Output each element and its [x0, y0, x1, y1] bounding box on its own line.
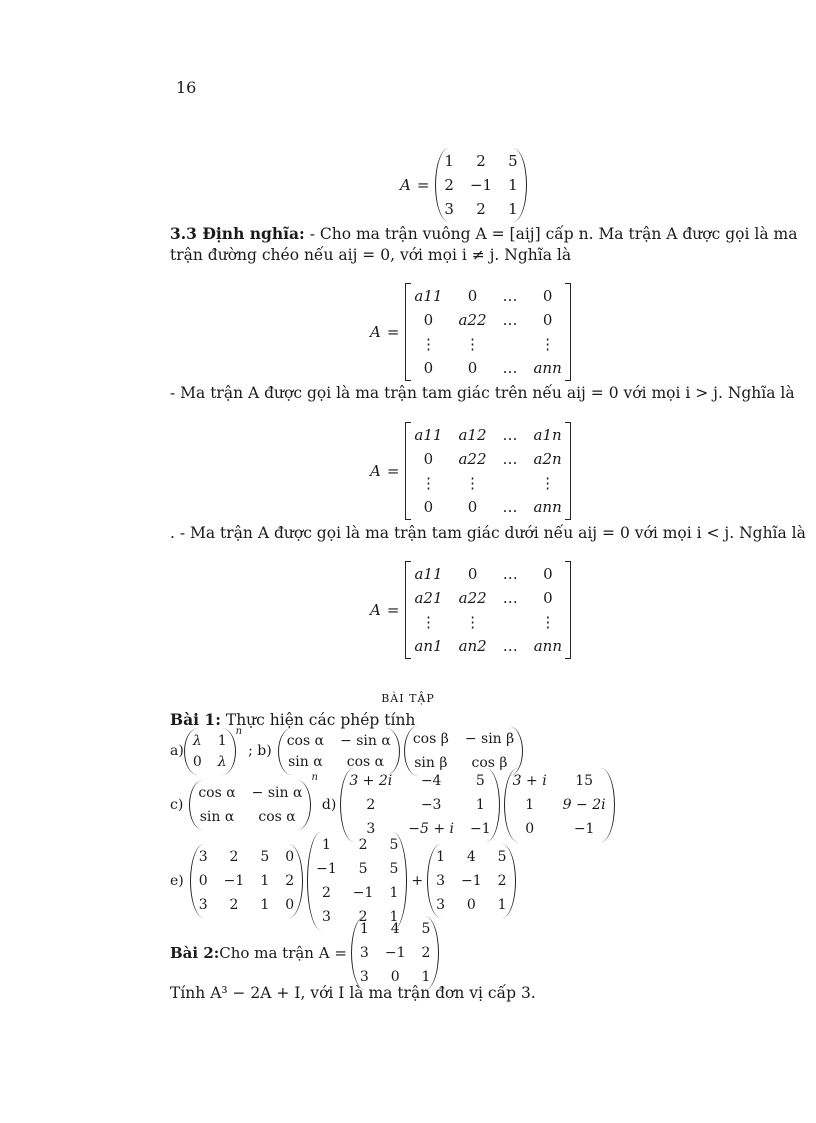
matrix-cell: −1 — [469, 176, 493, 194]
matrix-cell: 3 — [359, 969, 369, 985]
matrix-cell: ⋮ — [540, 613, 556, 631]
matrix-cell: 15 — [575, 773, 594, 789]
matrix-cell: a11 — [414, 287, 443, 305]
matrix-cell: − sin α — [251, 785, 303, 801]
matrix-cell: 2 — [229, 849, 239, 865]
matrix-cell: 0 — [285, 849, 295, 865]
matrix-cell: 2 — [366, 797, 376, 813]
matrix-cell: 3 — [366, 821, 376, 837]
matrix-cell: ⋮ — [420, 474, 436, 492]
matrix-cell: … — [502, 565, 518, 583]
matrix-cell: a22 — [458, 311, 487, 329]
matrix-cell: cos α — [198, 785, 236, 801]
matrix-cell: 1 — [497, 897, 507, 913]
matrix-cell: cos β — [471, 755, 508, 771]
matrix-cell: 5 — [260, 849, 270, 865]
diagonal-matrix-block: A = a11 0 … 0 0 a22 … 0 ⋮ ⋮ ⋮ 0 0 … ann — [370, 283, 571, 381]
matrix-cell: 2 — [285, 873, 295, 889]
upper-triangular-text: - Ma trận A được gọi là ma trận tam giác trên nếu aij = 0 với mọi i > j. Nghĩa là — [170, 384, 795, 402]
matrix-cell: 0 — [543, 589, 553, 607]
matrix-cell: 3 — [359, 945, 369, 961]
plus-sign: + — [411, 873, 424, 889]
matrix-cell: 3 — [436, 873, 446, 889]
matrix-cell: −1 — [461, 873, 482, 889]
matrix-cell: an2 — [458, 637, 487, 655]
matrix-cell: 1 — [421, 969, 431, 985]
label-a: a) — [170, 743, 184, 759]
matrix-cell: 4 — [466, 849, 476, 865]
matrix-cell: 1 — [436, 849, 446, 865]
matrix-cell: −3 — [420, 797, 442, 813]
matrix-cell: ⋮ — [420, 335, 436, 353]
matrix-cell: ⋮ — [464, 335, 480, 353]
matrix-cell — [502, 473, 517, 493]
matrix-cell: … — [502, 589, 518, 607]
page-number: 16 — [176, 78, 197, 97]
matrix-cell: cos α — [258, 809, 296, 825]
matrix-cell: 2 — [476, 152, 486, 170]
matrix-cell: 2 — [444, 176, 454, 194]
matrix-cell: 0 — [542, 287, 553, 305]
matrix-cell: … — [502, 498, 518, 516]
matrix-cell: − sin α — [340, 732, 391, 749]
exercise-ab: a) λ 1 0 λ n ; b) cos α − sin α sin α cos α cos β − sin β sin β cos β — [170, 726, 523, 776]
matrix-cell: 0 — [542, 311, 553, 329]
matrix-cell: 4 — [390, 921, 400, 937]
matrix-cell: 1 — [475, 797, 485, 813]
matrix-cell: 3 — [444, 200, 454, 218]
matrix-cell: … — [502, 287, 518, 305]
bai1-text: Thực hiện các phép tính — [220, 711, 416, 729]
matrix-cell: 5 — [497, 849, 507, 865]
matrix-cell — [502, 334, 517, 354]
matrix-cell: 3 + 2i — [349, 773, 393, 789]
matrix-cell: 0 — [423, 450, 434, 468]
matrix-cell: 1 — [260, 897, 270, 913]
exercises-heading: BÀI TẬP — [381, 692, 435, 705]
matrix-cell: −1 — [223, 873, 245, 889]
label-d: d) — [321, 797, 337, 813]
exercise-cd: c) cos α − sin α sin α cos α n d) 3 + 2i −4 5 2 −3 1 3 −5 + i −1 3 + i 15 1 9 − 2i 0 −1 — [170, 768, 615, 842]
matrix-cell: 3 — [198, 897, 208, 913]
matrix-a — [435, 148, 526, 222]
matrix-cell: −1 — [352, 885, 374, 901]
matrix-cell: 1 — [444, 152, 454, 170]
matrix-cell: 0 — [285, 897, 295, 913]
matrix-cell — [503, 612, 518, 632]
matrix-cell: 5 — [508, 152, 518, 170]
matrix-cell: 0 — [467, 287, 478, 305]
matrix-cell: an1 — [414, 637, 443, 655]
matrix-cell: cos α — [346, 753, 385, 770]
matrix-cell: 0 — [423, 498, 434, 516]
matrix-cell: − sin β — [464, 731, 515, 747]
matrix-cell: 0 — [543, 565, 553, 583]
matrix-cell: 3 + i — [512, 773, 547, 789]
matrix-cell: 1 — [359, 921, 369, 937]
matrix-cell: 5 — [475, 773, 485, 789]
matrix-cell: 2 — [497, 873, 507, 889]
matrix-cell: 3 — [436, 897, 446, 913]
matrix-cell: 0 — [192, 753, 202, 770]
label-b: ; b) — [248, 743, 272, 759]
matrix-cell: 2 — [229, 897, 239, 913]
lower-matrix-block: A = a11 0 … 0 a21 a22 … 0 ⋮ ⋮ ⋮ an1 an2 … ann — [370, 561, 571, 659]
matrix-cell: λ — [217, 753, 227, 770]
matrix-cell: sin β — [414, 755, 448, 771]
diagonal-matrix — [405, 283, 570, 381]
bai1-label: Bài 1: — [170, 710, 221, 729]
matrix-cell: ⋮ — [464, 474, 480, 492]
matrix-cell: 1 — [260, 873, 270, 889]
matrix-cell: ⋮ — [421, 613, 436, 631]
bai2-matrix — [351, 916, 439, 990]
matrix-cell: 1 — [508, 176, 518, 194]
matrix-cell: λ — [192, 732, 202, 749]
matrix-cell: a22 — [458, 450, 487, 468]
matrix-cell: … — [502, 450, 518, 468]
matrix-cell: a11 — [414, 426, 443, 444]
matrix-cell: 0 — [423, 359, 434, 377]
matrix-cell: −5 + i — [408, 821, 455, 837]
matrix-cell: ann — [533, 498, 562, 516]
matrix-cell: 0 — [198, 873, 208, 889]
matrix-cell: 0 — [467, 565, 478, 583]
matrix-cell: cos β — [412, 731, 449, 747]
matrix-cell: 9 − 2i — [562, 797, 606, 813]
matrix-cell: a11 — [414, 565, 443, 583]
matrix-cell: 0 — [467, 498, 478, 516]
matrix-cell: 1 — [508, 200, 518, 218]
matrix-cell: −1 — [316, 861, 337, 877]
matrix-cell: 1 — [389, 885, 399, 901]
definition-text-1: - Cho ma trận vuông A = [aij] cấp n. Ma trận A được gọi là ma — [304, 225, 798, 243]
definition-line-1 — [170, 224, 797, 243]
lower-triangular-text: . - Ma trận A được gọi là ma trận tam giác dưới nếu aij = 0 với mọi i < j. Nghĩa là — [170, 524, 806, 542]
bai2-line — [170, 916, 439, 990]
matrix-cell: ⋮ — [540, 474, 556, 492]
matrix-cell: 2 — [421, 945, 431, 961]
matrix-cell: 1 — [322, 837, 331, 853]
matrix-cell: 0 — [467, 359, 478, 377]
upper-matrix — [405, 422, 570, 520]
matrix-cell: a1n — [533, 426, 562, 444]
matrix-e-1 — [190, 844, 303, 918]
matrix-cell: a12 — [458, 426, 487, 444]
matrix-cell: 1 — [525, 797, 535, 813]
matrix-cell: sin α — [199, 809, 235, 825]
matrix-cell: 5 — [389, 837, 399, 853]
matrix-cell: 2 — [358, 909, 368, 925]
matrix-cell: 2 — [322, 885, 331, 901]
label-c: c) — [170, 797, 184, 813]
matrix-cell: ⋮ — [540, 335, 556, 353]
matrix-cell: 0 — [525, 821, 535, 837]
definition-label: 3.3 Định nghĩa: — [170, 224, 305, 243]
matrix-cell: 1 — [389, 909, 399, 925]
label-e: e) — [170, 873, 184, 889]
matrix-d-1 — [340, 768, 499, 842]
matrix-cell: −1 — [573, 821, 595, 837]
lower-matrix — [405, 561, 571, 659]
matrix-cell: ann — [533, 637, 562, 655]
matrix-cell: 5 — [389, 861, 399, 877]
matrix-cell: a21 — [414, 589, 443, 607]
matrix-cell: a2n — [533, 450, 562, 468]
matrix-cell: ⋮ — [465, 613, 481, 631]
matrix-cell: … — [502, 311, 518, 329]
matrix-cell: ann — [533, 359, 562, 377]
matrix-cell: a22 — [458, 589, 487, 607]
matrix-cell: … — [502, 637, 518, 655]
matrix-cell: 2 — [358, 837, 368, 853]
matrix-cell: 2 — [476, 200, 486, 218]
matrix-cell: 1 — [217, 732, 227, 749]
matrix-cell: 3 — [322, 909, 331, 925]
matrix-e-3 — [427, 844, 515, 918]
matrix-cell: 3 — [198, 849, 208, 865]
matrix-cell: −1 — [384, 945, 406, 961]
matrix-a-block: A = 1 2 5 2 −1 1 3 2 1 — [400, 148, 527, 222]
matrix-cell: sin α — [288, 753, 323, 770]
matrix-cell: … — [502, 426, 518, 444]
bai2-text: Cho ma trận A = — [219, 944, 347, 962]
matrix-cell: … — [502, 359, 518, 377]
matrix-cell: 0 — [390, 969, 400, 985]
matrix-cell: 5 — [421, 921, 431, 937]
matrix-d-2 — [504, 768, 615, 842]
bai2-label: Bài 2: — [170, 944, 220, 962]
matrix-cell: cos α — [286, 732, 325, 749]
matrix-cell: −1 — [470, 821, 491, 837]
matrix-cell: −4 — [420, 773, 442, 789]
matrix-cell: 0 — [423, 311, 434, 329]
upper-matrix-block: A = a11 a12 … a1n 0 a22 … a2n ⋮ ⋮ ⋮ 0 0 … ann — [370, 422, 571, 520]
matrix-cell: 5 — [358, 861, 368, 877]
bai2-task: Tính A³ − 2A + I, với I là ma trận đơn vị cấp 3. — [170, 984, 536, 1002]
definition-line-2: trận đường chéo nếu aij = 0, với mọi i ≠ j. Nghĩa là — [170, 246, 572, 264]
matrix-c — [189, 780, 311, 830]
matrix-cell: 0 — [466, 897, 476, 913]
